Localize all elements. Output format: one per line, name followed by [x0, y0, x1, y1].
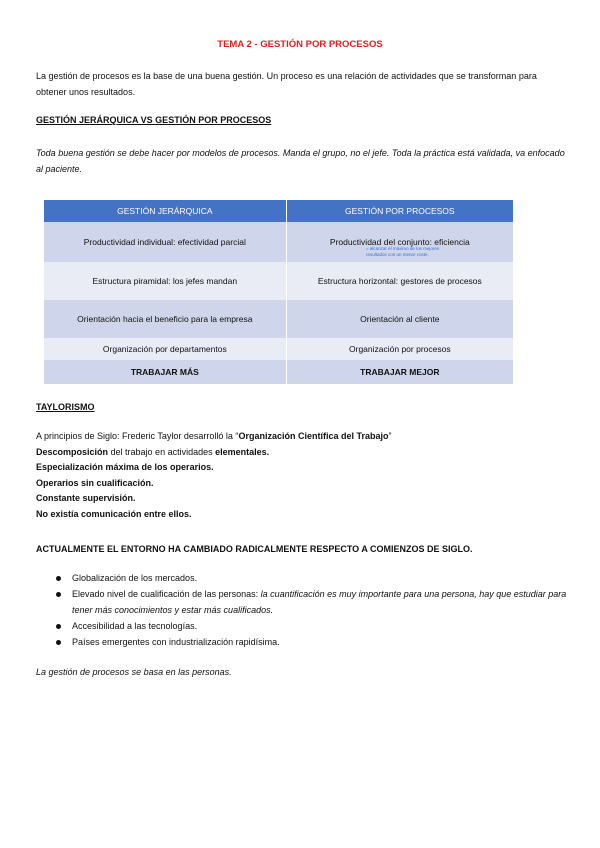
bold-text: elementales.	[215, 446, 270, 457]
handwritten-annotation	[366, 246, 536, 258]
taylor-line-4: Operarios sin cualificación.	[36, 477, 154, 488]
list-item	[56, 586, 576, 618]
bold-text: Especialización	[36, 462, 104, 473]
taylor-line-5: Constante supervisión.	[36, 493, 136, 504]
table-cell: Productividad individual: efectividad parcial	[44, 222, 286, 262]
table-header-process: GESTIÓN POR PROCESOS	[286, 200, 513, 222]
taylorismo-list	[36, 429, 391, 523]
bold-text: Descomposición	[36, 446, 109, 457]
list-item	[56, 570, 576, 586]
text: Accesibilidad a las tecnologías.	[72, 621, 198, 631]
table-row	[44, 338, 514, 360]
table-cell: TRABAJAR MÁS	[44, 360, 286, 384]
list-item	[56, 618, 576, 634]
text: ”	[388, 431, 392, 441]
list-item	[56, 634, 576, 650]
section-heading-environment: ACTUALMENTE EL ENTORNO HA CAMBIADO RADICALMENTE RESPECTO A COMIENZOS DE SIGLO.	[36, 544, 473, 554]
table-row	[44, 262, 514, 300]
table-cell: Orientación al cliente	[286, 300, 513, 338]
annotation-line: resultados con un menor coste.	[366, 252, 429, 257]
bullet-icon	[56, 576, 61, 581]
bullet-icon	[56, 640, 61, 645]
bullet-icon	[56, 592, 61, 597]
table-cell: Estructura piramidal: los jefes mandan	[44, 262, 286, 300]
text: Países emergentes con industrialización rapidísima.	[72, 637, 280, 647]
taylor-line-6: No existía comunicación entre ellos.	[36, 508, 192, 519]
section-italic-note: Toda buena gestión se debe hacer por modelos de procesos. Manda el grupo, no el jefe. Toda la práctica está validada, va enfocado al paciente.	[36, 148, 565, 174]
text: Globalización de los mercados.	[72, 573, 198, 583]
bold-text: máxima de los operarios.	[103, 462, 214, 473]
table-row	[44, 300, 514, 338]
table-cell: Organización por departamentos	[44, 338, 286, 360]
text: Elevado nivel de cualificación de las personas:	[72, 589, 261, 599]
annotation-line: = alcanzar el máximo de los mejores	[366, 246, 440, 251]
bullet-icon	[56, 624, 61, 629]
intro-paragraph: La gestión de procesos es la base de una buena gestión. Un proceso es una relación de actividades que se transforman para obtener unos resultados.	[36, 71, 537, 97]
taylor-line-1	[36, 429, 391, 445]
table-cell: Orientación hacia el beneficio para la empresa	[44, 300, 286, 338]
table-header-hierarchical: GESTIÓN JERÁRQUICA	[44, 200, 286, 222]
text: A principios de Siglo: Frederic Taylor desarrolló la “	[36, 431, 239, 441]
section-heading-taylorismo: TAYLORISMO	[36, 402, 95, 412]
taylor-line-3	[36, 460, 391, 476]
document-title: TEMA 2 - GESTIÓN POR PROCESOS	[217, 39, 383, 50]
table-cell: Productividad del conjunto: eficiencia	[286, 222, 513, 262]
environment-bullet-list	[56, 570, 576, 650]
table-cell: Estructura horizontal: gestores de procesos	[286, 262, 513, 300]
text: del trabajo en actividades	[108, 446, 216, 457]
table-header-row	[44, 200, 514, 222]
table-cell: TRABAJAR MEJOR	[286, 360, 513, 384]
closing-note: La gestión de procesos se basa en las personas.	[36, 667, 232, 677]
table-row-summary	[44, 360, 514, 384]
taylor-line-2	[36, 445, 391, 461]
table-cell: Organización por procesos	[286, 338, 513, 360]
section-heading-hierarchical-vs-process: GESTIÓN JERÁRQUICA VS GESTIÓN POR PROCESOS	[36, 115, 272, 125]
italic-text: la cuantificación es muy importante para una persona, hay que estudiar para tener más conocimientos y estar más cualificados.	[72, 589, 567, 615]
comparison-table	[44, 200, 514, 384]
bold-text: Organización Científica del Trabajo	[238, 431, 389, 441]
